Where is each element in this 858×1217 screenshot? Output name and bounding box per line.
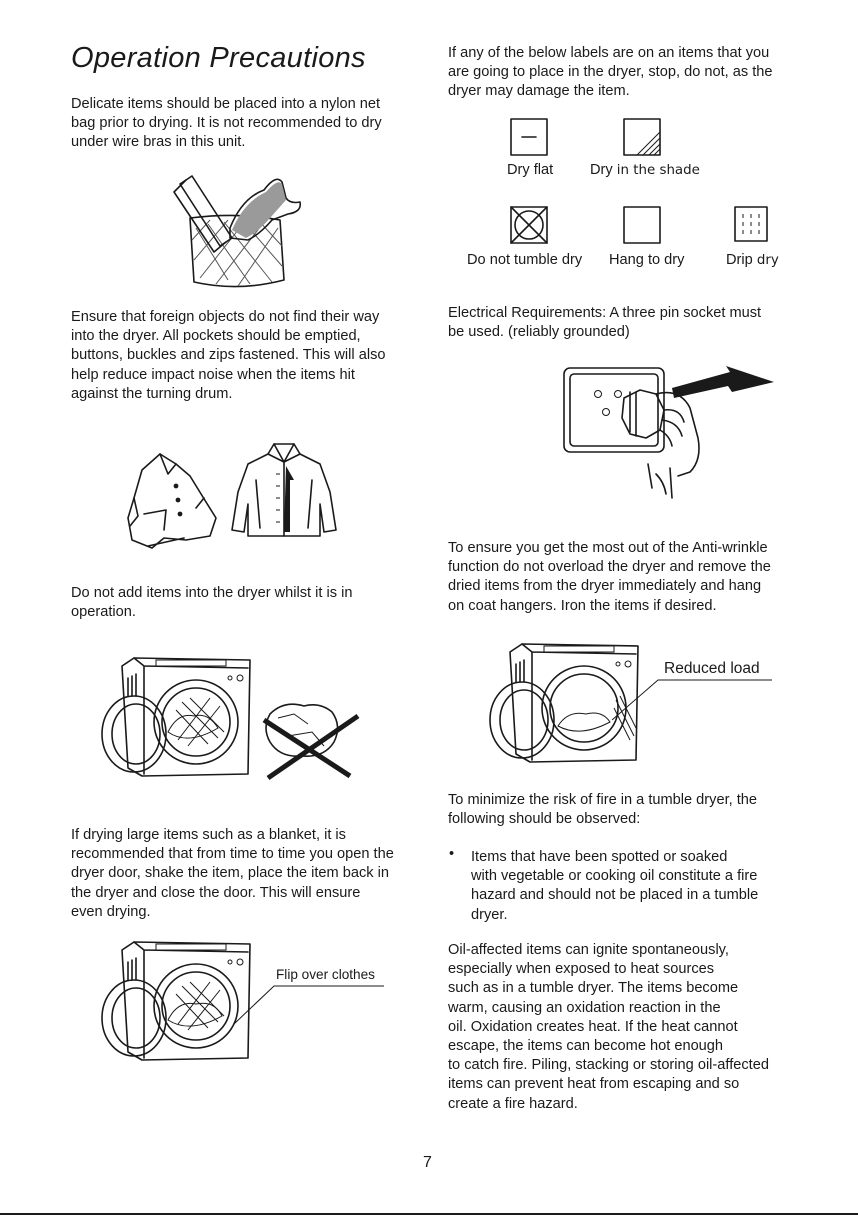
oil-spotted-items-bullet: Items that have been spotted or soaked with vegetable or cooking oil constitute a fire hazard and should not be placed in a tumble dryer.: [471, 849, 759, 923]
no-adding-instruction: Do not add items into the dryer whilst it is in operation.: [71, 585, 353, 621]
bottom-rule: [0, 1213, 858, 1215]
do-not-tumble-dry-symbol: [510, 206, 548, 244]
dry-in-shade-symbol: [623, 118, 661, 156]
fire-risk-intro: To minimize the risk of fire in a tumble dryer, the following should be observed:: [448, 792, 758, 828]
page-title: Operation Precautions: [71, 42, 366, 74]
dry-in-shade-label: Dry in the shade: [590, 162, 700, 178]
blanket-instruction: If drying large items such as a blanket, it is recommended that from time to time you open the dryer door, shake the item, place the item back in the dryer and close the door. This will ensure even drying.: [71, 827, 394, 920]
do-not-tumble-dry-label: Do not tumble dry: [467, 252, 583, 268]
flip-over-clothes-label: Flip over clothes: [276, 967, 375, 982]
dry-flat-symbol: [510, 118, 548, 156]
page-number: 7: [423, 1154, 432, 1171]
dry-flat-label: Dry flat: [507, 162, 554, 178]
anti-wrinkle-instruction: To ensure you get the most out of the Anti-wrinkle function do not overload the dryer and remove the dried items from the dryer immediately and hang on coat hangers. Iron the items if desired.: [448, 540, 771, 614]
care-labels-intro: If any of the below labels are on an items that you are going to place in the dryer, stop, do not, as the dryer may damage the item.: [448, 45, 773, 100]
drip-dry-symbol: [734, 206, 768, 242]
socket-plug-illustration: [560, 364, 780, 502]
foreign-objects-instruction: Ensure that foreign objects do not find their way into the dryer. All pockets should be emptied, buttons, buckles and zips fastened. This will also help reduce impact noise when the items hit against the turning drum.: [71, 309, 386, 402]
hang-to-dry-symbol: [623, 206, 661, 244]
dryer-no-add-illustration: [98, 654, 368, 784]
nylon-bag-instruction: Delicate items should be placed into a nylon net bag prior to drying. It is not recommended to dry under wire bras in this unit.: [71, 96, 382, 151]
electrical-requirements: Electrical Requirements: A three pin socket must be used. (reliably grounded): [448, 305, 762, 341]
drip-dry-label: Drip dry: [726, 252, 779, 268]
dryer-flip-illustration: [98, 938, 388, 1068]
reduced-load-label: Reduced load: [664, 660, 760, 677]
bullet-marker: •: [449, 846, 455, 862]
shirts-illustration: [124, 440, 339, 552]
net-bag-illustration: [168, 168, 308, 293]
hang-to-dry-label: Hang to dry: [609, 252, 685, 268]
oil-affected-explanation: Oil-affected items can ignite spontaneously, especially when exposed to heat sources such as in a tumble dryer. The items become warm, causing an oxidation reaction in the oil. Oxidation creates heat. If the heat cannot escape, the items can become hot enough to catch fire. Piling, stacking or storing oil-affected items can prevent heat from escaping and so create a fire hazard.: [448, 942, 769, 1112]
